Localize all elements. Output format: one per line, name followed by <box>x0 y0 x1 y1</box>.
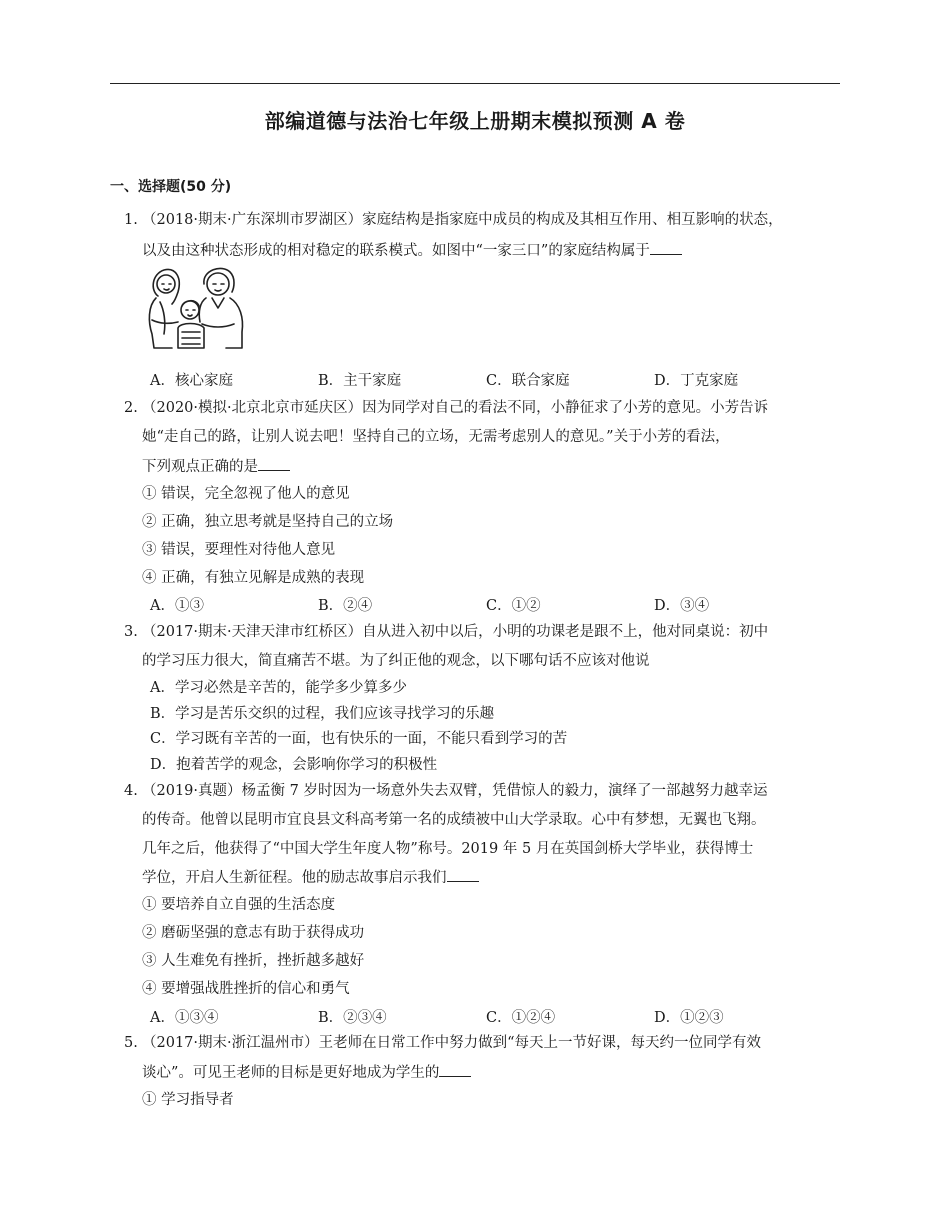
question-number: 4. <box>124 783 138 799</box>
option-a[interactable]: A．核心家庭 <box>150 373 233 389</box>
question-number: 2. <box>124 400 138 416</box>
option-d[interactable]: D．③④ <box>654 598 710 614</box>
option-d[interactable]: D．抱着苦学的观念，会影响你学习的积极性 <box>150 757 438 773</box>
statement: ③ 人生难免有挫折，挫折越多越好 <box>142 953 365 969</box>
answer-blank <box>650 240 682 255</box>
option-c[interactable]: C．①②④ <box>486 1010 556 1026</box>
question-text-line: （2017·期末·浙江温州市）王老师在日常工作中努力做到“每天上一节好课，每天约一位同学有效 <box>142 1035 762 1051</box>
question-text-line: 下列观点正确的是 <box>142 456 290 477</box>
option-b[interactable]: B．②③④ <box>318 1010 387 1026</box>
option-d[interactable]: D．丁克家庭 <box>654 373 739 389</box>
statement: ④ 正确，有独立见解是成熟的表现 <box>142 570 365 586</box>
option-d[interactable]: D．①②③ <box>654 1010 724 1026</box>
section-heading: 一、选择题(50 分) <box>110 179 232 195</box>
question-text-line: （2018·期末·广东深圳市罗湖区）家庭结构是指家庭中成员的构成及其相互作用、相互影响的状态， <box>142 212 783 228</box>
answer-blank <box>439 1062 471 1077</box>
question-number: 5. <box>124 1035 138 1051</box>
statement: ① 要培养自立自强的生活态度 <box>142 897 336 913</box>
option-b[interactable]: B．学习是苦乐交织的过程，我们应该寻找学习的乐趣 <box>150 706 495 722</box>
statement: ④ 要增强战胜挫折的信心和勇气 <box>142 981 350 997</box>
statement: ② 磨砺坚强的意志有助于获得成功 <box>142 925 365 941</box>
option-a[interactable]: A．①③④ <box>150 1010 219 1026</box>
statement: ② 正确，独立思考就是坚持自己的立场 <box>142 514 394 530</box>
option-a[interactable]: A．①③ <box>150 598 204 614</box>
question-text-line: 以及由这种状态形成的相对稳定的联系模式。如图中“一家三口”的家庭结构属于 <box>142 240 682 261</box>
option-c[interactable]: C．学习既有辛苦的一面，也有快乐的一面，不能只看到学习的苦 <box>150 731 568 747</box>
question-text-line: （2019·真题）杨孟衡 7 岁时因为一场意外失去双臂，凭借惊人的毅力，演绎了一部越努力越幸运 <box>142 783 768 799</box>
question-text-line: 谈心”。可见王老师的目标是更好地成为学生的 <box>142 1062 471 1083</box>
page-title: 部编道德与法治七年级上册期末模拟预测 A 卷 <box>264 109 686 133</box>
question-text-line: （2017·期末·天津天津市红桥区）自从进入初中以后，小明的功课老是跟不上，他对同桌说：初中 <box>142 624 769 640</box>
statement: ① 错误，完全忽视了他人的意见 <box>142 486 350 502</box>
statement: ③ 错误，要理性对待他人意见 <box>142 542 336 558</box>
question-text-line: 几年之后，他获得了“中国大学生年度人物”称号。2019 年 5 月在英国剑桥大学毕业，获得博士 <box>142 841 754 857</box>
question-text-line: 她“走自己的路，让别人说去吧！坚持自己的立场，无需考虑别人的意见。”关于小芳的看法， <box>142 429 730 445</box>
option-c[interactable]: C．①② <box>486 598 541 614</box>
question-number: 3. <box>124 624 138 640</box>
question-text-line: 的学习压力很大，简直痛苦不堪。为了纠正他的观念，以下哪句话不应该对他说 <box>142 653 650 669</box>
option-b[interactable]: B．②④ <box>318 598 373 614</box>
option-c[interactable]: C．联合家庭 <box>486 373 570 389</box>
question-text-line: 的传奇。他曾以昆明市宜良县文科高考第一名的成绩被中山大学录取。心中有梦想，无翼也飞翔。 <box>142 812 766 828</box>
answer-blank <box>447 867 479 882</box>
option-a[interactable]: A．学习必然是辛苦的，能学多少算多少 <box>150 680 407 696</box>
answer-blank <box>258 456 290 471</box>
question-text-line: 学位，开启人生新征程。他的励志故事启示我们 <box>142 867 479 888</box>
question-number: 1. <box>124 212 138 228</box>
header-rule <box>110 83 840 84</box>
family-of-three-illustration <box>142 262 250 358</box>
option-b[interactable]: B．主干家庭 <box>318 373 402 389</box>
statement: ① 学习指导者 <box>142 1092 234 1108</box>
question-text-line: （2020·模拟·北京北京市延庆区）因为同学对自己的看法不同，小静征求了小芳的意见。小芳告诉 <box>142 400 769 416</box>
